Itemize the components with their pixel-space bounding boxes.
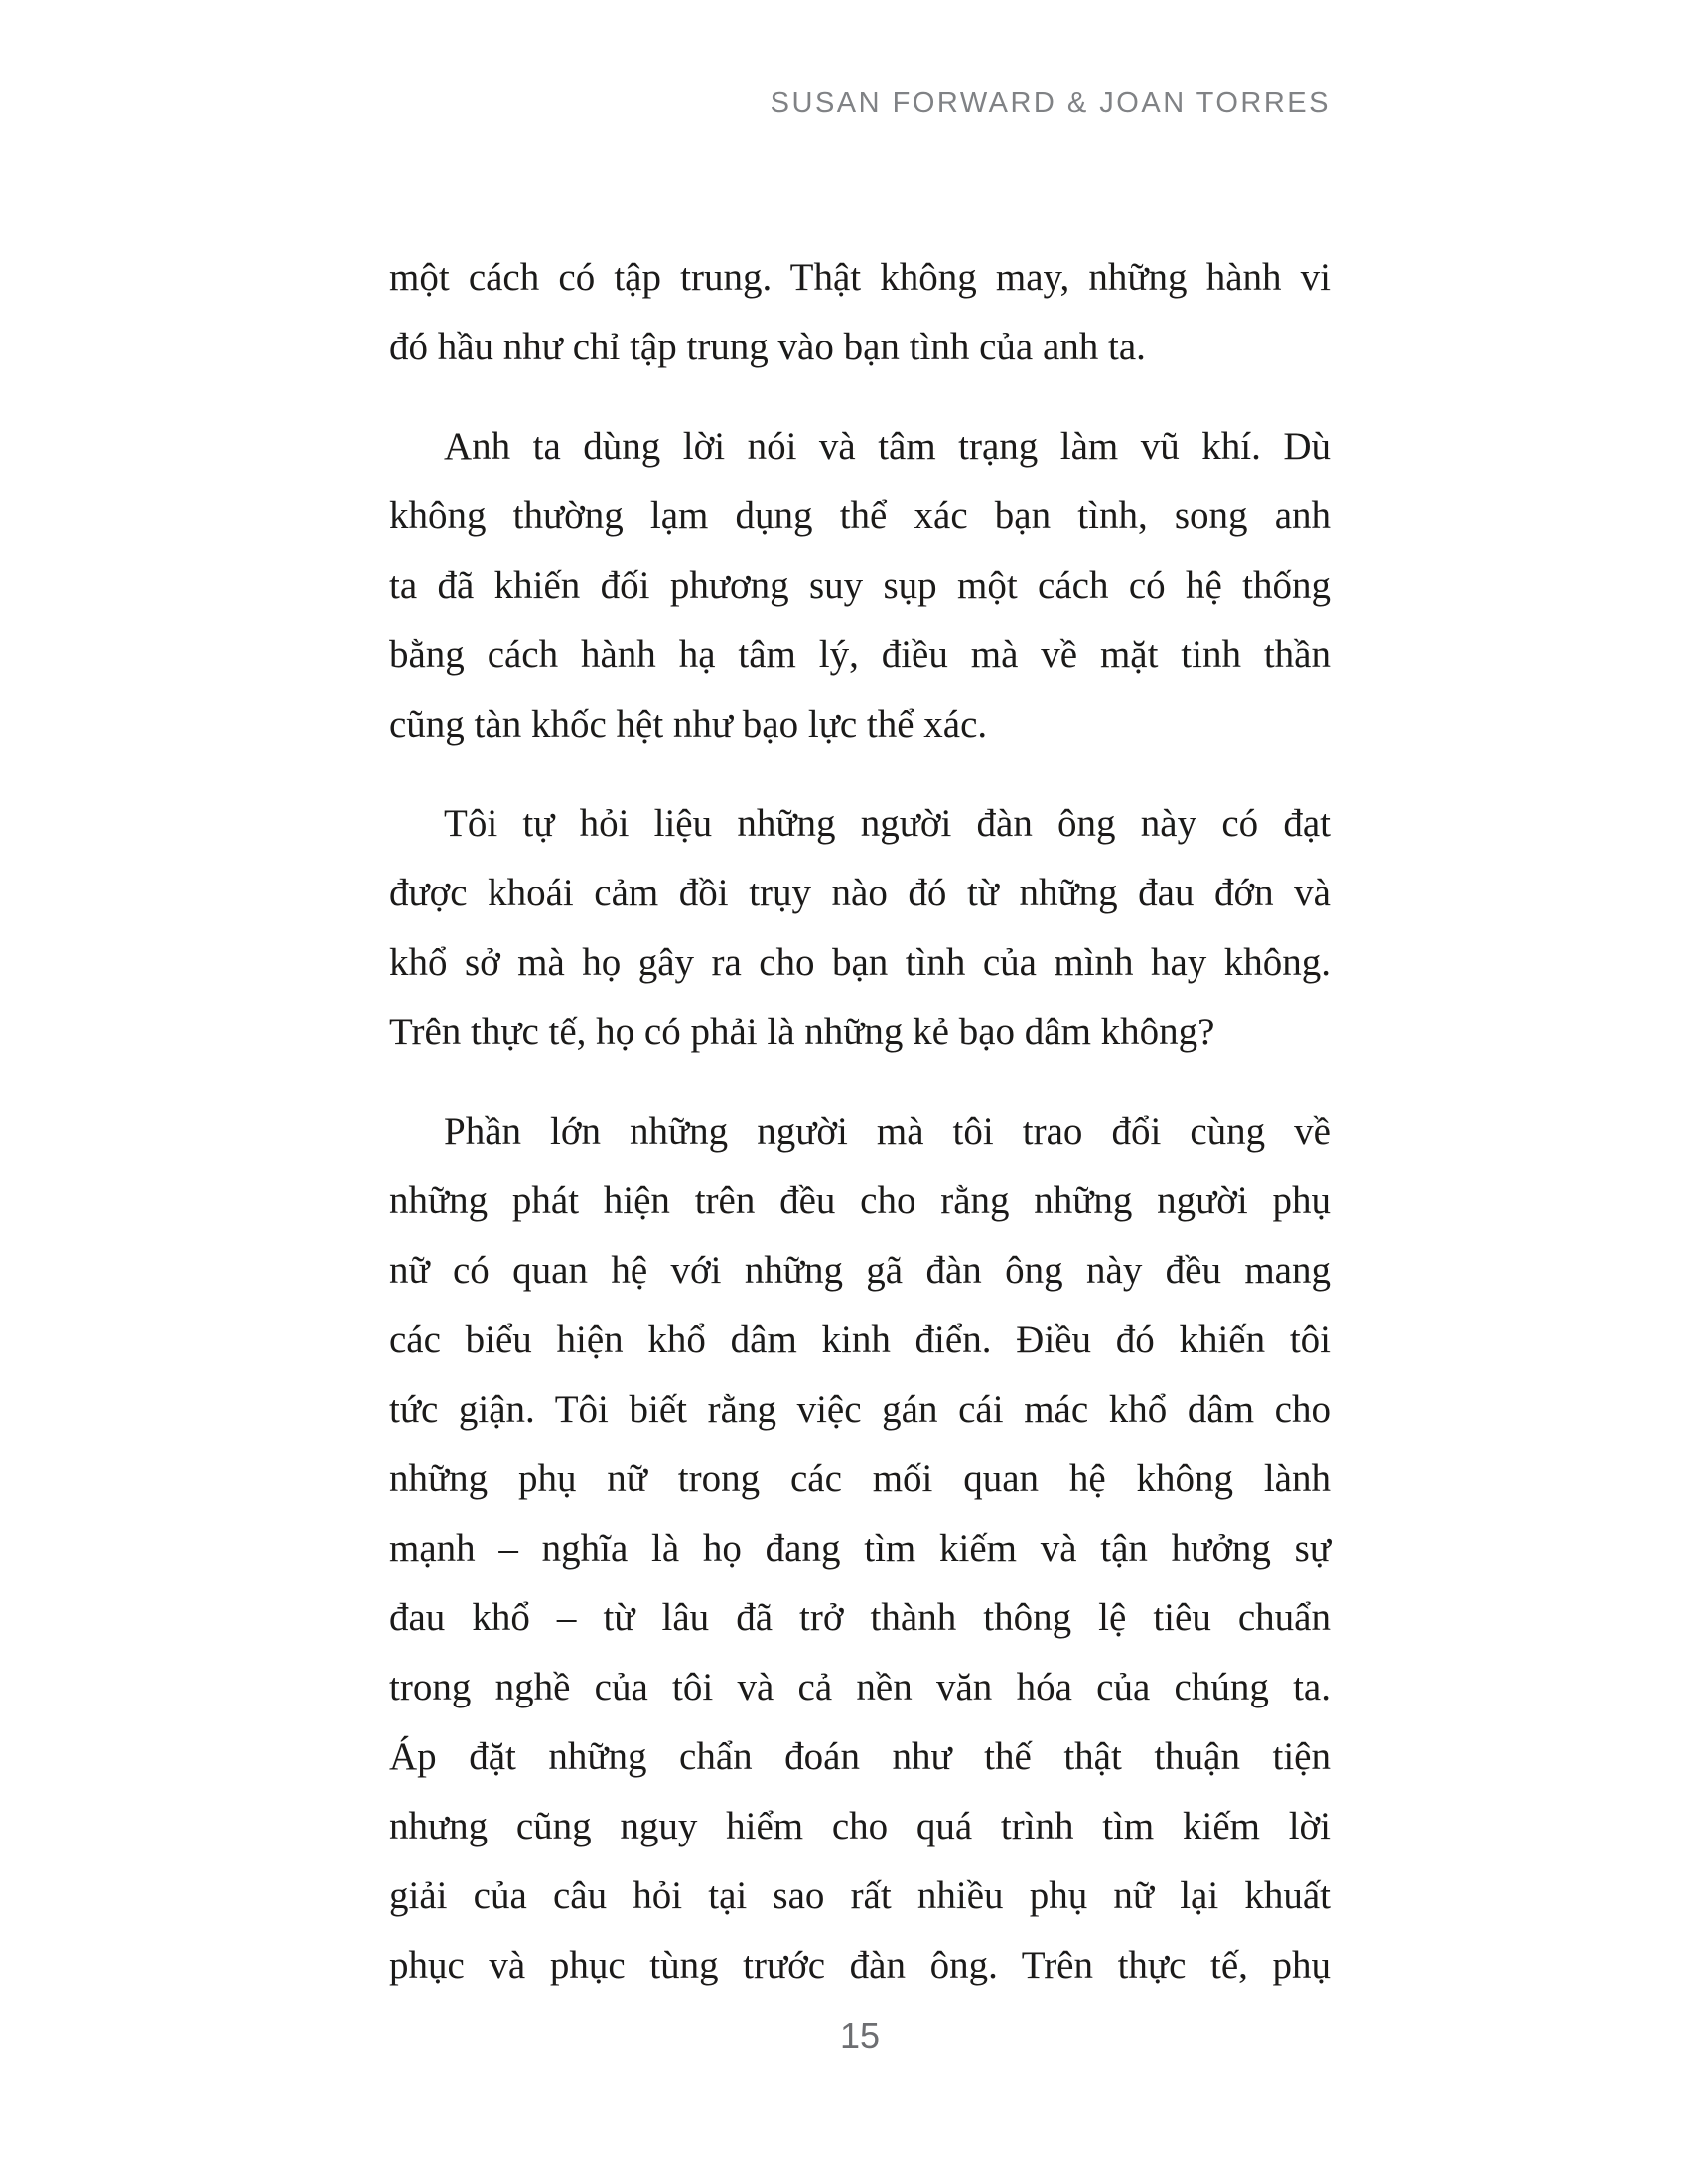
text-line: tức giận. Tôi biết rằng việc gán cái mác khổ dâm cho	[389, 1388, 1331, 1431]
paragraph	[389, 1097, 1331, 2000]
paragraph	[389, 412, 1331, 759]
text-line: không thường lạm dụng thể xác bạn tình, song anh	[389, 494, 1331, 537]
text-line: được khoái cảm đồi trụy nào đó từ những đau đớn và	[389, 872, 1331, 914]
paragraph	[389, 789, 1331, 1067]
text-line: phục và phục tùng trước đàn ông. Trên thực tế, phụ	[389, 1944, 1331, 1986]
page-number: 15	[839, 2015, 881, 2056]
text-line: các biểu hiện khổ dâm kinh điển. Điều đó khiến tôi	[389, 1318, 1331, 1361]
text-line: đau khổ – từ lâu đã trở thành thông lệ tiêu chuẩn	[389, 1596, 1331, 1639]
text-line: cũng tàn khốc hệt như bạo lực thể xác.	[389, 703, 988, 746]
text-line: nhưng cũng nguy hiểm cho quá trình tìm kiếm lời	[389, 1805, 1331, 1847]
body-text	[389, 243, 1331, 2000]
text-line: một cách có tập trung. Thật không may, những hành vi	[389, 256, 1331, 299]
text-line: Anh ta dùng lời nói và tâm trạng làm vũ khí. Dù	[444, 425, 1331, 468]
text-line: đó hầu như chỉ tập trung vào bạn tình của anh ta.	[389, 326, 1146, 368]
text-line: ta đã khiến đối phương suy sụp một cách có hệ thống	[389, 564, 1331, 607]
text-line: giải của câu hỏi tại sao rất nhiều phụ nữ lại khuất	[389, 1874, 1331, 1917]
text-line: nữ có quan hệ với những gã đàn ông này đều mang	[389, 1249, 1331, 1292]
text-line: mạnh – nghĩa là họ đang tìm kiếm và tận hưởng sự	[389, 1527, 1331, 1570]
text-line: những phát hiện trên đều cho rằng những người phụ	[389, 1179, 1331, 1222]
text-line: Phần lớn những người mà tôi trao đổi cùng về	[444, 1110, 1331, 1153]
text-line: Áp đặt những chẩn đoán như thế thật thuận tiện	[389, 1735, 1331, 1778]
text-line: bằng cách hành hạ tâm lý, điều mà về mặt tinh thần	[389, 633, 1331, 676]
paragraph	[389, 243, 1331, 382]
running-header: SUSAN FORWARD & JOAN TORRES	[770, 87, 1331, 119]
text-line: khổ sở mà họ gây ra cho bạn tình của mình hay không.	[389, 941, 1331, 984]
text-line: trong nghề của tôi và cả nền văn hóa của chúng ta.	[389, 1666, 1331, 1708]
text-line: Trên thực tế, họ có phải là những kẻ bạo dâm không?	[389, 1011, 1215, 1053]
text-line: Tôi tự hỏi liệu những người đàn ông này có đạt	[444, 802, 1331, 845]
text-line: những phụ nữ trong các mối quan hệ không lành	[389, 1457, 1331, 1500]
